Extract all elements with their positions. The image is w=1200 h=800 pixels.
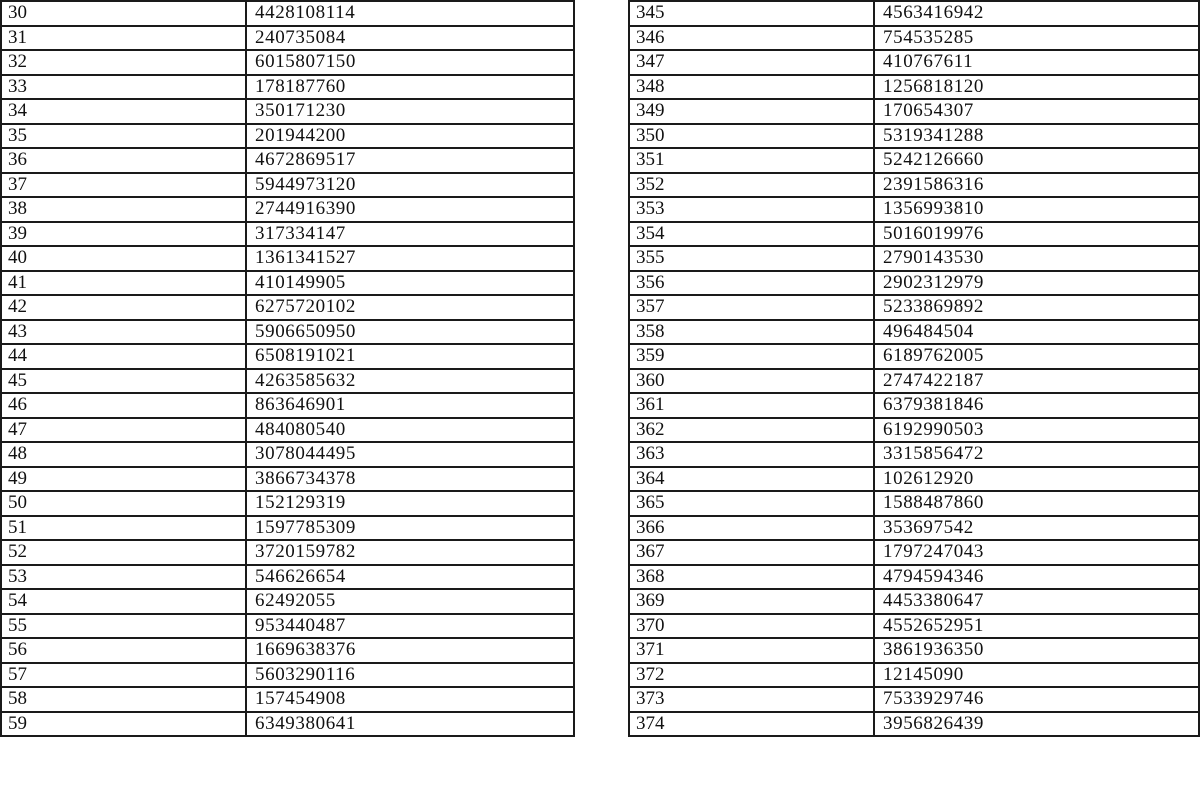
right-index-cell: 371 xyxy=(629,638,874,663)
right-value-cell: 2790143530 xyxy=(874,246,1199,271)
table-row xyxy=(1,271,1199,296)
left-value-cell: 157454908 xyxy=(246,687,574,712)
right-index-cell: 374 xyxy=(629,712,874,737)
right-value-cell: 4563416942 xyxy=(874,1,1199,26)
right-index-cell: 373 xyxy=(629,687,874,712)
right-index-cell: 372 xyxy=(629,663,874,688)
left-value-cell: 6015807150 xyxy=(246,50,574,75)
left-index-cell: 45 xyxy=(1,369,246,394)
right-value-cell: 1588487860 xyxy=(874,491,1199,516)
left-value-cell: 1669638376 xyxy=(246,638,574,663)
column-gap xyxy=(574,75,629,100)
right-index-cell: 366 xyxy=(629,516,874,541)
table-row xyxy=(1,467,1199,492)
left-value-cell: 350171230 xyxy=(246,99,574,124)
right-value-cell: 410767611 xyxy=(874,50,1199,75)
column-gap xyxy=(574,638,629,663)
right-value-cell: 5233869892 xyxy=(874,295,1199,320)
right-index-cell: 345 xyxy=(629,1,874,26)
left-index-cell: 55 xyxy=(1,614,246,639)
left-value-cell: 317334147 xyxy=(246,222,574,247)
column-gap xyxy=(574,418,629,443)
right-index-cell: 349 xyxy=(629,99,874,124)
right-value-cell: 5242126660 xyxy=(874,148,1199,173)
table-row xyxy=(1,197,1199,222)
column-gap xyxy=(574,148,629,173)
column-gap xyxy=(574,124,629,149)
right-index-cell: 367 xyxy=(629,540,874,565)
column-gap xyxy=(574,222,629,247)
table-row xyxy=(1,712,1199,737)
left-index-cell: 50 xyxy=(1,491,246,516)
table-row xyxy=(1,26,1199,51)
left-value-cell: 1597785309 xyxy=(246,516,574,541)
left-index-cell: 56 xyxy=(1,638,246,663)
right-index-cell: 362 xyxy=(629,418,874,443)
right-index-cell: 368 xyxy=(629,565,874,590)
right-index-cell: 369 xyxy=(629,589,874,614)
left-index-cell: 36 xyxy=(1,148,246,173)
column-gap xyxy=(574,442,629,467)
right-value-cell: 2902312979 xyxy=(874,271,1199,296)
column-gap xyxy=(574,712,629,737)
right-value-cell: 4453380647 xyxy=(874,589,1199,614)
left-index-cell: 46 xyxy=(1,393,246,418)
column-gap xyxy=(574,320,629,345)
left-value-cell: 4428108114 xyxy=(246,1,574,26)
left-value-cell: 6508191021 xyxy=(246,344,574,369)
left-index-cell: 32 xyxy=(1,50,246,75)
right-value-cell: 2747422187 xyxy=(874,369,1199,394)
right-value-cell: 6192990503 xyxy=(874,418,1199,443)
left-index-cell: 35 xyxy=(1,124,246,149)
column-gap xyxy=(574,589,629,614)
right-index-cell: 352 xyxy=(629,173,874,198)
right-index-cell: 348 xyxy=(629,75,874,100)
left-index-cell: 41 xyxy=(1,271,246,296)
table-row xyxy=(1,516,1199,541)
left-index-cell: 59 xyxy=(1,712,246,737)
column-gap xyxy=(574,197,629,222)
left-value-cell: 6349380641 xyxy=(246,712,574,737)
right-value-cell: 12145090 xyxy=(874,663,1199,688)
right-index-cell: 353 xyxy=(629,197,874,222)
right-value-cell: 3315856472 xyxy=(874,442,1199,467)
right-index-cell: 347 xyxy=(629,50,874,75)
table-row xyxy=(1,393,1199,418)
right-value-cell: 3956826439 xyxy=(874,712,1199,737)
left-value-cell: 4672869517 xyxy=(246,148,574,173)
table-row xyxy=(1,565,1199,590)
table-row xyxy=(1,540,1199,565)
right-value-cell: 102612920 xyxy=(874,467,1199,492)
right-value-cell: 6379381846 xyxy=(874,393,1199,418)
table-row xyxy=(1,124,1199,149)
left-index-cell: 49 xyxy=(1,467,246,492)
left-index-cell: 47 xyxy=(1,418,246,443)
right-index-cell: 360 xyxy=(629,369,874,394)
column-gap xyxy=(574,26,629,51)
right-index-cell: 358 xyxy=(629,320,874,345)
column-gap xyxy=(574,393,629,418)
left-value-cell: 5906650950 xyxy=(246,320,574,345)
left-index-cell: 33 xyxy=(1,75,246,100)
right-value-cell: 2391586316 xyxy=(874,173,1199,198)
table-row xyxy=(1,614,1199,639)
column-gap xyxy=(574,173,629,198)
column-gap xyxy=(574,491,629,516)
right-value-cell: 754535285 xyxy=(874,26,1199,51)
column-gap xyxy=(574,663,629,688)
right-value-cell: 353697542 xyxy=(874,516,1199,541)
left-value-cell: 410149905 xyxy=(246,271,574,296)
left-value-cell: 3720159782 xyxy=(246,540,574,565)
column-gap xyxy=(574,1,629,26)
left-index-cell: 40 xyxy=(1,246,246,271)
left-value-cell: 3866734378 xyxy=(246,467,574,492)
column-gap xyxy=(574,99,629,124)
left-index-cell: 43 xyxy=(1,320,246,345)
left-index-cell: 42 xyxy=(1,295,246,320)
table-row xyxy=(1,173,1199,198)
left-value-cell: 1361341527 xyxy=(246,246,574,271)
right-value-cell: 4794594346 xyxy=(874,565,1199,590)
left-value-cell: 201944200 xyxy=(246,124,574,149)
right-index-cell: 363 xyxy=(629,442,874,467)
column-gap xyxy=(574,344,629,369)
left-value-cell: 240735084 xyxy=(246,26,574,51)
left-value-cell: 178187760 xyxy=(246,75,574,100)
left-value-cell: 3078044495 xyxy=(246,442,574,467)
right-index-cell: 359 xyxy=(629,344,874,369)
left-index-cell: 38 xyxy=(1,197,246,222)
left-value-cell: 2744916390 xyxy=(246,197,574,222)
table-body xyxy=(1,1,1199,736)
table-row xyxy=(1,442,1199,467)
right-index-cell: 346 xyxy=(629,26,874,51)
right-index-cell: 356 xyxy=(629,271,874,296)
left-index-cell: 58 xyxy=(1,687,246,712)
right-value-cell: 3861936350 xyxy=(874,638,1199,663)
right-index-cell: 365 xyxy=(629,491,874,516)
left-value-cell: 953440487 xyxy=(246,614,574,639)
left-index-cell: 37 xyxy=(1,173,246,198)
table-row xyxy=(1,148,1199,173)
left-value-cell: 5944973120 xyxy=(246,173,574,198)
table-row xyxy=(1,320,1199,345)
right-value-cell: 4552652951 xyxy=(874,614,1199,639)
right-index-cell: 370 xyxy=(629,614,874,639)
right-index-cell: 364 xyxy=(629,467,874,492)
column-gap xyxy=(574,687,629,712)
table-row xyxy=(1,589,1199,614)
table-row xyxy=(1,1,1199,26)
left-index-cell: 30 xyxy=(1,1,246,26)
right-value-cell: 496484504 xyxy=(874,320,1199,345)
table-row xyxy=(1,687,1199,712)
left-index-cell: 44 xyxy=(1,344,246,369)
right-value-cell: 170654307 xyxy=(874,99,1199,124)
table-row xyxy=(1,295,1199,320)
right-value-cell: 5016019976 xyxy=(874,222,1199,247)
left-value-cell: 152129319 xyxy=(246,491,574,516)
left-value-cell: 62492055 xyxy=(246,589,574,614)
right-value-cell: 5319341288 xyxy=(874,124,1199,149)
right-index-cell: 355 xyxy=(629,246,874,271)
left-value-cell: 5603290116 xyxy=(246,663,574,688)
table-row xyxy=(1,246,1199,271)
left-value-cell: 863646901 xyxy=(246,393,574,418)
table-row xyxy=(1,75,1199,100)
table-row xyxy=(1,491,1199,516)
right-value-cell: 1356993810 xyxy=(874,197,1199,222)
right-index-cell: 357 xyxy=(629,295,874,320)
left-index-cell: 54 xyxy=(1,589,246,614)
column-gap xyxy=(574,565,629,590)
left-index-cell: 34 xyxy=(1,99,246,124)
left-index-cell: 31 xyxy=(1,26,246,51)
left-index-cell: 48 xyxy=(1,442,246,467)
left-value-cell: 4263585632 xyxy=(246,369,574,394)
column-gap xyxy=(574,50,629,75)
table-row xyxy=(1,99,1199,124)
column-gap xyxy=(574,271,629,296)
table-row xyxy=(1,369,1199,394)
left-index-cell: 51 xyxy=(1,516,246,541)
left-value-cell: 6275720102 xyxy=(246,295,574,320)
table-row xyxy=(1,638,1199,663)
table-row xyxy=(1,50,1199,75)
right-value-cell: 1797247043 xyxy=(874,540,1199,565)
table-row xyxy=(1,222,1199,247)
column-gap xyxy=(574,369,629,394)
right-value-cell: 6189762005 xyxy=(874,344,1199,369)
left-index-cell: 57 xyxy=(1,663,246,688)
table-row xyxy=(1,418,1199,443)
right-index-cell: 361 xyxy=(629,393,874,418)
table-row xyxy=(1,344,1199,369)
right-value-cell: 1256818120 xyxy=(874,75,1199,100)
column-gap xyxy=(574,295,629,320)
column-gap xyxy=(574,246,629,271)
right-value-cell: 7533929746 xyxy=(874,687,1199,712)
left-index-cell: 52 xyxy=(1,540,246,565)
column-gap xyxy=(574,614,629,639)
left-value-cell: 484080540 xyxy=(246,418,574,443)
column-gap xyxy=(574,540,629,565)
left-index-cell: 53 xyxy=(1,565,246,590)
right-index-cell: 350 xyxy=(629,124,874,149)
table-row xyxy=(1,663,1199,688)
left-value-cell: 546626654 xyxy=(246,565,574,590)
right-index-cell: 354 xyxy=(629,222,874,247)
left-index-cell: 39 xyxy=(1,222,246,247)
column-gap xyxy=(574,516,629,541)
column-gap xyxy=(574,467,629,492)
right-index-cell: 351 xyxy=(629,148,874,173)
